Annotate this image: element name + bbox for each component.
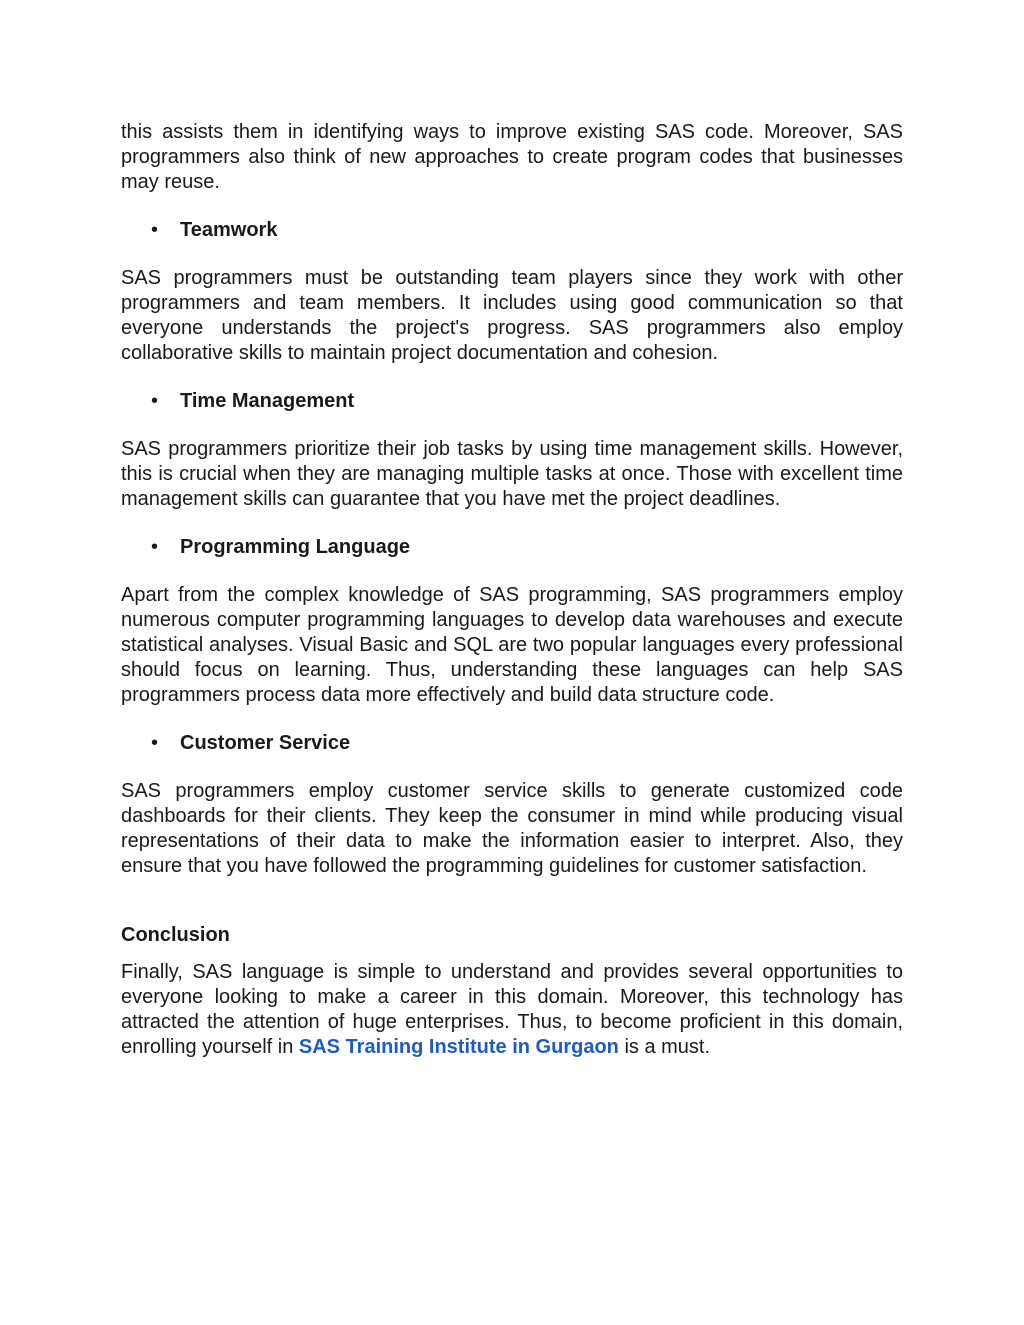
conclusion-text-before-link: Finally, SAS language is simple to understand and provides several opportunities to everyone looking to make a career in this domain. Moreover, this technology has attracted the attention of huge enterprises. Thus, to become proficient in this domain, enrolling yourself in: [121, 961, 903, 1058]
bullet-icon: •: [151, 390, 159, 412]
bullet-icon: •: [151, 732, 159, 754]
bullet-heading-customer-service: [121, 731, 903, 756]
bullet-icon: •: [151, 219, 159, 241]
bullet-title: Customer Service: [180, 732, 351, 754]
bullet-title: Programming Language: [180, 536, 411, 558]
conclusion-paragraph: [121, 960, 903, 1060]
bullet-heading-teamwork: [121, 218, 903, 243]
teamwork-paragraph: SAS programmers must be outstanding team players since they work with other programmers and team members. It includes using good communication so that everyone understands the project's progress. SAS programmers also employ collaborative skills to maintain project documentation and cohesion.: [121, 267, 903, 364]
time-management-paragraph: SAS programmers prioritize their job tasks by using time management skills. However, this is crucial when they are managing multiple tasks at once. Those with excellent time management skills can guarantee that you have met the project deadlines.: [121, 438, 903, 510]
customer-service-paragraph: SAS programmers employ customer service skills to generate customized code dashboards for their clients. They keep the consumer in mind while producing visual representations of their data to make the information easier to interpret. Also, they ensure that you have followed the programming guidelines for customer satisfaction.: [121, 780, 903, 877]
programming-language-paragraph: Apart from the complex knowledge of SAS programming, SAS programmers employ numerous computer programming languages to develop data warehouses and execute statistical analyses. Visual Basic and SQL are two popular languages every professional should focus on learning. Thus, understanding these languages can help SAS programmers process data more effectively and build data structure code.: [121, 584, 903, 706]
conclusion-text-after-link: is a must.: [618, 1036, 711, 1058]
sas-training-institute-link[interactable]: SAS Training Institute in Gurgaon: [298, 1036, 619, 1058]
bullet-heading-programming-language: [121, 535, 903, 560]
bullet-icon: •: [151, 536, 159, 558]
document-page: [121, 120, 903, 1060]
intro-paragraph: this assists them in identifying ways to improve existing SAS code. Moreover, SAS programmers also think of new approaches to create program codes that businesses may reuse.: [121, 121, 903, 193]
conclusion-heading: Conclusion: [121, 924, 230, 946]
bullet-title: Teamwork: [180, 219, 278, 241]
bullet-heading-time-management: [121, 389, 903, 414]
bullet-title: Time Management: [180, 390, 355, 412]
